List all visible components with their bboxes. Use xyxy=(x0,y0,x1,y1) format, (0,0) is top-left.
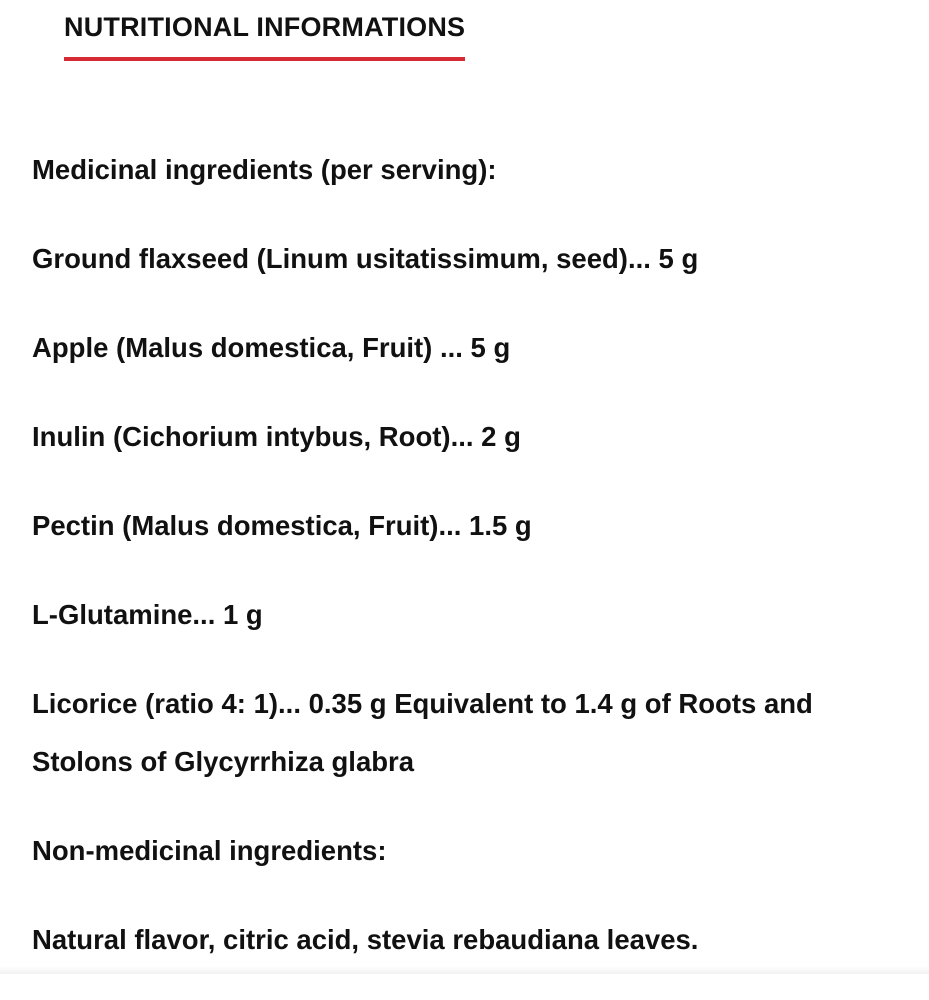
ingredient-item: L-Glutamine... 1 g xyxy=(32,599,263,630)
non-medicinal-ingredients-text: Natural flavor, citric acid, stevia rebaudiana leaves. xyxy=(32,924,699,955)
ingredient-item: Pectin (Malus domestica, Fruit)... 1.5 g xyxy=(32,510,532,541)
ingredient-item: Inulin (Cichorium intybus, Root)... 2 g xyxy=(32,421,521,452)
section-heading: NUTRITIONAL INFORMATIONS xyxy=(64,12,466,42)
non-medicinal-ingredients-label: Non-medicinal ingredients: xyxy=(32,835,387,866)
nutrition-tab-heading[interactable] xyxy=(64,12,465,61)
ingredient-item: Ground flaxseed (Linum usitatissimum, seed)... 5 g xyxy=(32,243,699,274)
ingredients-content xyxy=(32,141,902,1000)
medicinal-ingredients-label: Medicinal ingredients (per serving): xyxy=(32,154,497,185)
ingredient-item: Apple (Malus domestica, Fruit) ... 5 g xyxy=(32,332,511,363)
bottom-divider xyxy=(0,966,929,974)
ingredient-item: Licorice (ratio 4: 1)... 0.35 g Equivalent to 1.4 g of Roots and Stolons of Glycyrrhiza glabra xyxy=(32,688,813,777)
